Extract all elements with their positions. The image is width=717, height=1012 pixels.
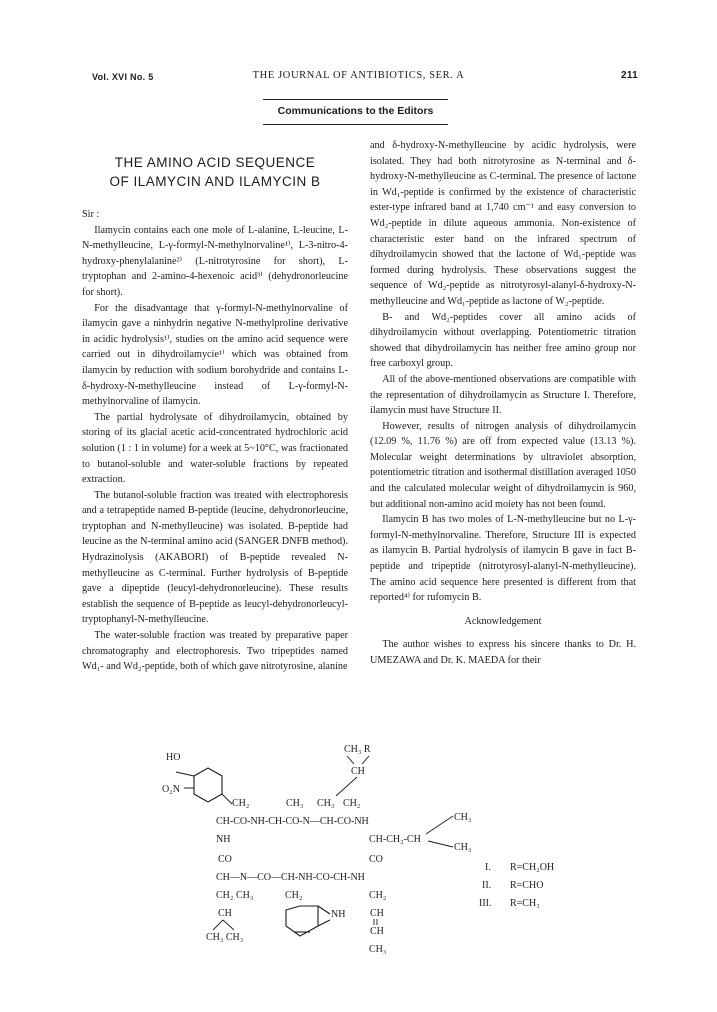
article-title xyxy=(82,153,348,191)
paragraph: All of the above-mentioned observations are compatible with the representation of dihydroilamycin as Structure I. Therefore, ilamycin must have Structure II. xyxy=(370,373,636,417)
bond-ch3r-a xyxy=(347,756,354,764)
backbone-row-1: CH-CO-NH-CH-CO-N—CH-CO-NH xyxy=(216,816,369,827)
paragraph: B- and Wd₂-peptides cover all amino acids of dihydroilamycin without overlapping. Potentiometric titration showed that dihydroilamycin has neither free amino group nor free carboxyl group. xyxy=(370,311,636,370)
label-ch3-dhn: CH₃ xyxy=(369,944,387,955)
paragraph: The water-soluble fraction was treated by preparative paper chromatography and electrophoresis. Two tripeptides named Wd₁- and Wd₂-peptide, both of which gave nitrotyrosine, alanine xyxy=(82,630,348,673)
salutation: Sir : xyxy=(82,209,100,220)
label-co-right: CO xyxy=(369,854,383,865)
label-ho: HO xyxy=(166,752,181,763)
right-column xyxy=(370,138,636,669)
article-title-line-1: THE AMINO ACID SEQUENCE xyxy=(114,155,316,170)
bond-ch2 xyxy=(222,794,232,804)
journal-title: THE JOURNAL OF ANTIBIOTICS, SER. A xyxy=(252,70,465,81)
variant-formula: R=CHO xyxy=(510,880,544,891)
label-o2n: O₂N xyxy=(162,784,180,795)
paragraph: However, results of nitrogen analysis of dihydroilamycin (12.09 %, 11.76 %) are off from expected value (13.13 %). Molecular weight determinations by ultraviolet absorption, potentiometric titration and isothermal distillation averaged 1050 and the calculated molecular weight of dihydroilamycin is 960, but additional non-amino acid moiety has not been found. xyxy=(370,420,636,510)
label-co-left: CO xyxy=(218,854,232,865)
label-nh-trp: NH xyxy=(331,909,346,920)
label-ch-dhn-2: CH xyxy=(370,926,384,937)
volume-label: Vol. XVI No. 5 xyxy=(92,72,154,82)
variant-formula: R=CH₂OH xyxy=(510,862,555,873)
left-column xyxy=(82,138,348,675)
label-ch3-ala: CH₃ xyxy=(286,798,304,809)
backbone-row-2: CH—N—CO—CH-NH-CO-CH-NH xyxy=(216,872,365,883)
article-title-line-2: OF ILAMYCIN AND ILAMYCIN B xyxy=(109,174,321,189)
paragraph: Ilamycin B has two moles of L-N-methylleucine but no L-γ-formyl-N-methylnorvaline. Therefore, Structure III is expected as ilamycin B. Partial hydrolysis of ilamycin B gave in fact B-peptide and tripeptide (nitrotyrosyl-alanyl-N-methylleucine). The amino acid sequence here presented is different from that reported⁴⁾ for rufomycin B. xyxy=(370,514,636,604)
acknowledgement-text: The author wishes to express his sincere thanks to Dr. H. UMEZAWA and Dr. K. MAEDA for their xyxy=(370,639,636,666)
structure-variants xyxy=(479,862,554,909)
label-ch3ch3: CH₃ CH₃ xyxy=(206,932,244,943)
bond-leu-b xyxy=(223,920,234,930)
label-ch-leu: CH xyxy=(218,908,232,919)
bond-ho xyxy=(176,772,194,776)
ring-hexagon xyxy=(194,768,222,802)
chemical-structure xyxy=(0,744,717,960)
bond-leu-a xyxy=(213,920,223,930)
paragraph: and δ-hydroxy-N-methylleucine by acidic hydrolysis, were isolated. They had both nitrotyrosine as N-terminal and δ-hydroxy-N-methylleucine as C-terminal. The presence of lactone in Wd₁-peptide is confirmed by the existence of characteristic ester-type infrared band at 1,740 cm⁻¹ and easy conversion to Wd₂-peptide in dilute aqueous ammonia. Non-existence of characteristic ester band on the infrared spectrum of dihydroilamycin showed that the lactone of Wd₁-peptide was formed during hydrolysis. These observations suggest the sequence of Wd₂-peptide as nitrotyrosyl-alanyl-δ-hydroxy-N-methylleucine and Wd₁-peptide as lactone of W₂-peptide. xyxy=(370,140,636,307)
paragraph: The partial hydrolysate of dihydroilamycin, obtained by storing of its glacial acetic acid-concentrated hydrochloric acid solution (1 : 1 in volume) for a week at 5~10°C, was fractionated to butanol-soluble and water-soluble fractions by repeated extraction. xyxy=(82,411,348,486)
label-ch3-right-up: CH₃ xyxy=(454,812,472,823)
label-ch2-leu: CH₂ xyxy=(216,890,234,901)
variant-numeral: III. xyxy=(479,898,492,909)
label-ch2-side: CH₂ xyxy=(343,798,361,809)
label-ch-dhn-1: CH xyxy=(370,908,384,919)
label-ch2-trp: CH₂ xyxy=(285,890,303,901)
label-ch3r: CH₃ R xyxy=(344,744,371,755)
acknowledgement-heading: Acknowledgement xyxy=(464,615,542,627)
label-ch2-dhn: CH₂ xyxy=(369,890,387,901)
label-ch3-right-down: CH₃ xyxy=(454,842,472,853)
label-nh-left: NH xyxy=(216,834,231,845)
bond-iso-b xyxy=(428,841,453,847)
page-number: 211 xyxy=(620,70,638,81)
variant-formula: R=CH₃ xyxy=(510,898,540,909)
variant-numeral: II. xyxy=(482,880,492,891)
indole-bond-a xyxy=(318,906,330,914)
label-ch3-nme: CH₃ xyxy=(317,798,335,809)
bond-ch3r-b xyxy=(362,756,369,764)
bond-ch-top xyxy=(336,777,357,796)
variant-numeral: I. xyxy=(485,862,491,873)
label-ch-top: CH xyxy=(351,766,365,777)
section-heading: Communications to the Editors xyxy=(263,99,448,125)
paragraph: For the disadvantage that γ-formyl-N-methylnorvaline of ilamycin gave a ninhydrin negative N-methylproline derivative in acidic hydrolysis¹⁾, studies on the amino acid sequence were carried out in dihydroilamycie¹⁾ which was obtained from ilamycin by reduction with sodium borohydride and contains L-δ-hydroxy-N-methylleucine instead of L-γ-formyl-N-methylnorvaline of ilamycin. xyxy=(82,302,348,408)
bond-iso-a xyxy=(426,816,453,834)
benzene-ring xyxy=(194,768,222,802)
label-ch-right: CH-CH₂-CH xyxy=(369,834,421,845)
paragraph: Ilamycin contains each one mole of L-alanine, L-leucine, L-N-methylleucine, L-γ-formyl-N-methylnorvaline¹⁾, L-3-nitro-4-hydroxy-phenylalanine²⁾ (L-nitrotyrosine for short), L-tryptophan and 2-amino-4-hexenoic acid³⁾ (dehydronorleucine for short). xyxy=(82,224,348,298)
paragraph: The butanol-soluble fraction was treated with electrophoresis and a tetrapeptide named B-peptide (leucine, dehydronorleucine, tryptophan and N-methylleucine) was isolated. B-peptide had leucine as the N-terminal amino acid (SANGER DNFB method). Hydrazinolysis (AKABORI) of B-peptide revealed N-methylleucine as C-terminal. Further hydrolysis of B-peptide gave a dipeptide (leucyl-dehydronorleucine). These results establish the sequence of B-peptide as leucyl-dehydronorleucyl-tryptophanyl-N-methylleucine. xyxy=(82,489,348,626)
label-ch2-tyr: CH₂ xyxy=(232,798,250,809)
indole-ring xyxy=(286,906,330,936)
label-ch3-nme2: CH₃ xyxy=(236,890,254,901)
indole-bond-b xyxy=(318,920,330,926)
